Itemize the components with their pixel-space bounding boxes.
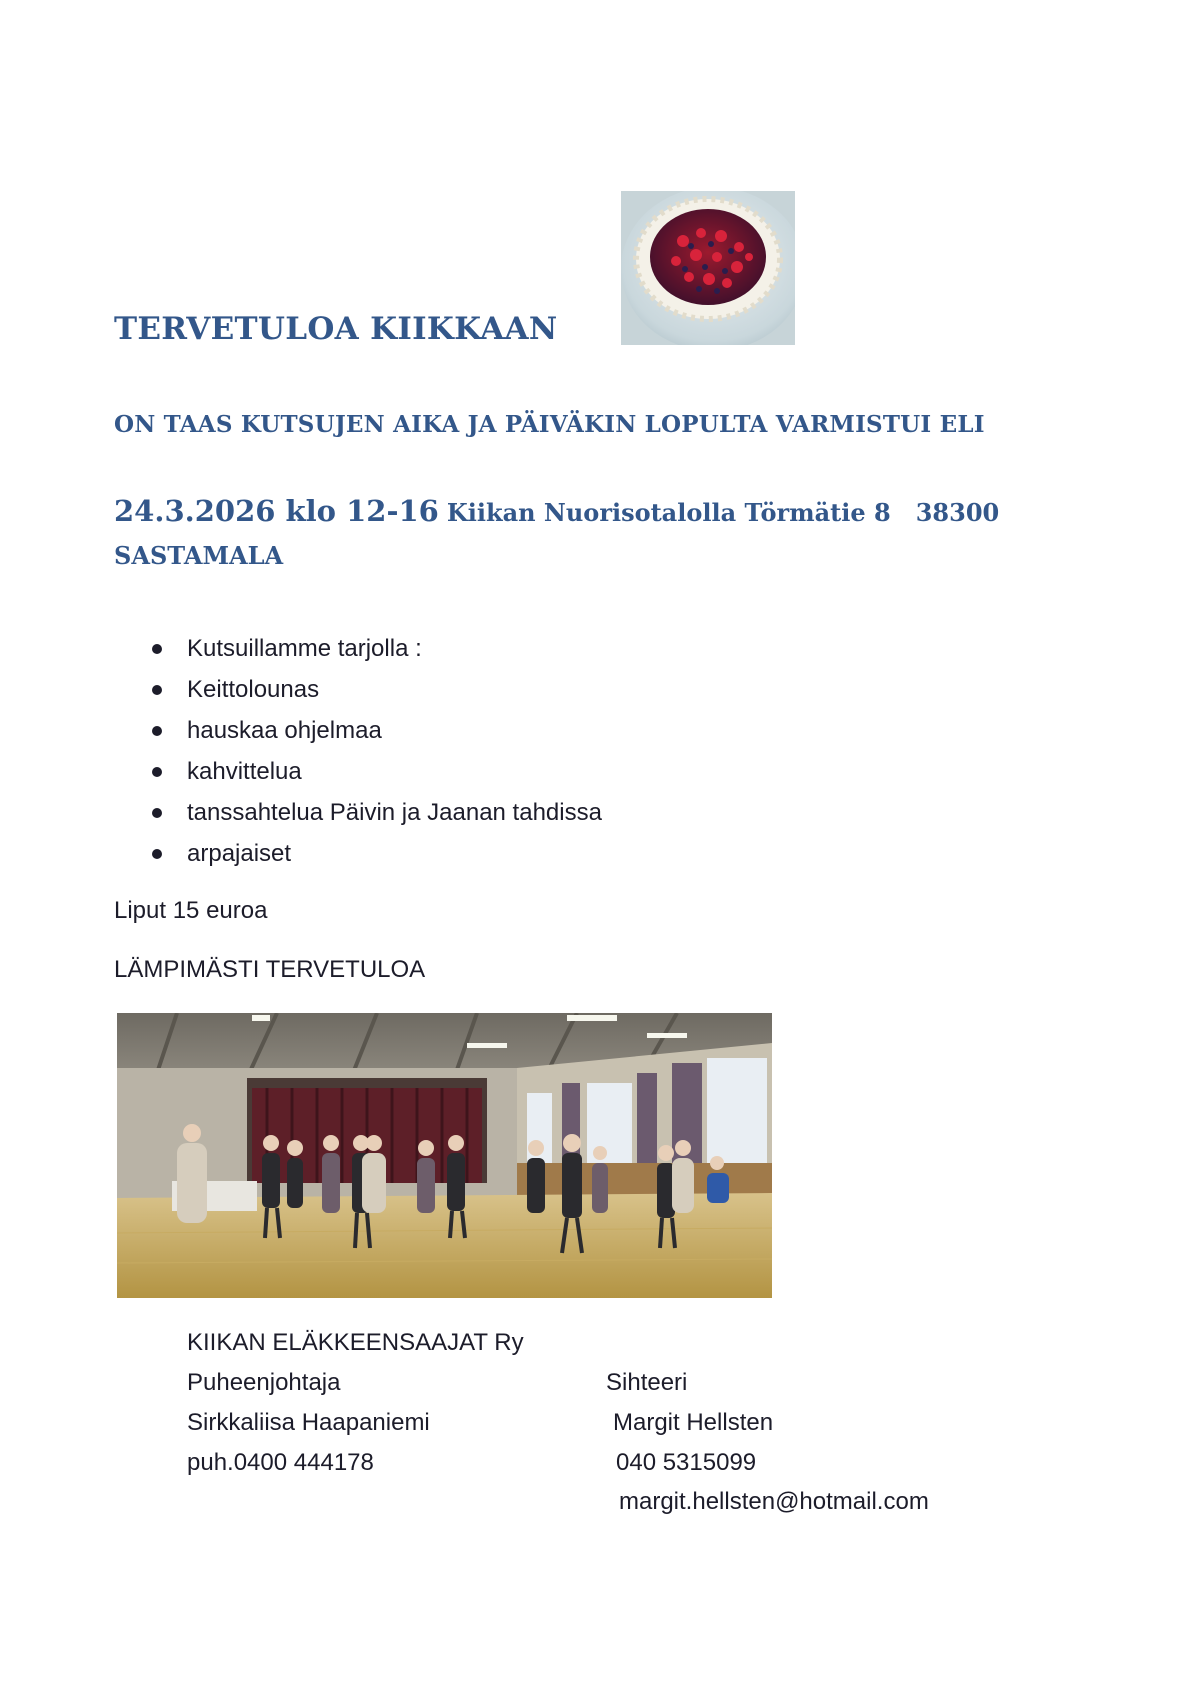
dance-hall-photo [117,1013,772,1298]
invitation-subtitle: ON TAAS KUTSUJEN AIKA JA PÄIVÄKIN LOPULTA VARMISTUI ELI [114,411,985,438]
event-date-time: 24.3.2026 klo 12-16 [114,494,439,528]
secretary-email: margit.hellsten@hotmail.com [619,1488,929,1515]
welcome-text: LÄMPIMÄSTI TERVETULOA [114,956,426,983]
chair-role: Puheenjohtaja [187,1369,341,1396]
list-item: arpajaiset [150,833,602,874]
event-city: SASTAMALA [114,541,284,570]
secretary-name: Margit Hellsten [613,1409,774,1436]
bullet-icon [152,767,162,777]
offer-list [150,628,602,874]
bullet-icon [152,726,162,736]
chair-name: Sirkkaliisa Haapaniemi [187,1409,430,1436]
event-place: Kiikan Nuorisotalolla Törmätie 8 38300 [446,498,1000,527]
event-details [114,494,999,528]
list-item: hauskaa ohjelmaa [150,710,602,751]
list-item: kahvittelua [150,751,602,792]
berry-cake-photo [621,191,795,345]
list-item: Keittolounas [150,669,602,710]
secretary-role: Sihteeri [606,1369,688,1396]
bullet-icon [152,644,162,654]
bullet-icon [152,685,162,695]
ticket-price: Liput 15 euroa [114,897,268,924]
page-title: TERVETULOA KIIKKAAN [114,311,558,347]
secretary-phone: 040 5315099 [616,1449,757,1476]
bullet-icon [152,808,162,818]
chair-phone: puh.0400 444178 [187,1449,374,1476]
organization-name: KIIKAN ELÄKKEENSAAJAT Ry [187,1329,524,1356]
bullet-icon [152,849,162,859]
list-item: Kutsuillamme tarjolla : [150,628,602,669]
list-item: tanssahtelua Päivin ja Jaanan tahdissa [150,792,602,833]
